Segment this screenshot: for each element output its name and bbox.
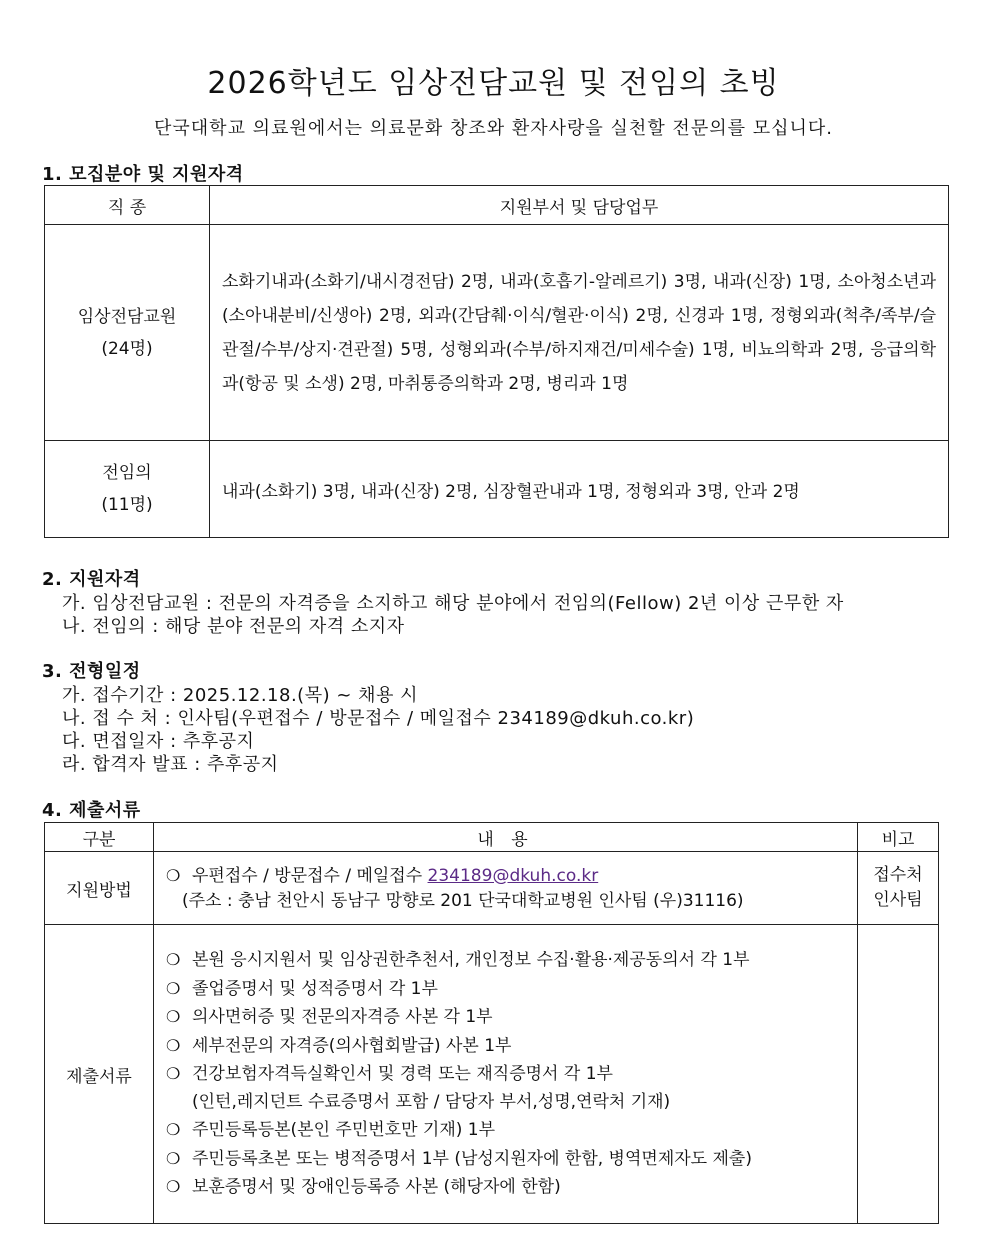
doc-item-text: 본원 응시지원서 및 임상권한추천서, 개인정보 수집·활용·제공동의서 각 1부 xyxy=(192,950,750,971)
circle-bullet-icon: ❍ xyxy=(166,1064,181,1084)
job-cell xyxy=(45,441,210,538)
circle-bullet-icon: ❍ xyxy=(166,950,181,970)
section2-heading: 2. 지원자격 xyxy=(42,569,141,590)
job-count: (11명) xyxy=(101,495,153,515)
list-item xyxy=(166,1003,845,1032)
qualification-line: 나. 전임의 : 해당 분야 전문의 자격 소지자 xyxy=(62,616,405,637)
job-name: 임상전담교원 xyxy=(77,306,177,327)
docs-label: 제출서류 xyxy=(45,925,154,1224)
note-line: 접수처 xyxy=(873,865,923,885)
list-item xyxy=(166,1116,845,1145)
col-note-header: 비고 xyxy=(858,823,939,852)
documents-table-header xyxy=(45,823,939,852)
recruitment-table-header xyxy=(45,186,949,225)
circle-bullet-icon: ❍ xyxy=(166,1148,181,1168)
col-type-header: 구분 xyxy=(45,823,154,852)
method-text: 우편접수 / 방문접수 / 메일접수 xyxy=(192,865,428,886)
doc-item-text: 졸업증명서 및 성적증명서 각 1부 xyxy=(192,978,438,999)
job-name: 전임의 xyxy=(102,463,152,483)
doc-item-text: 보훈증명서 및 장애인등록증 사본 (해당자에 한함) xyxy=(192,1177,561,1198)
email-link[interactable]: 234189@dkuh.co.kr xyxy=(427,865,599,886)
circle-bullet-icon: ❍ xyxy=(166,1120,181,1140)
section4-heading: 4. 제출서류 xyxy=(42,800,141,821)
doc-item-text: 건강보험자격득실확인서 및 경력 또는 재직증명서 각 1부 xyxy=(192,1064,613,1085)
circle-bullet-icon: ❍ xyxy=(166,1035,181,1055)
circle-bullet-icon: ❍ xyxy=(166,865,181,885)
schedule-line: 다. 면접일자 : 추후공지 xyxy=(62,731,255,752)
method-label: 지원방법 xyxy=(45,852,154,925)
doc-item-text: 주민등록초본 또는 병적증명서 1부 (남성지원자에 한함, 병역면제자도 제출) xyxy=(192,1148,752,1169)
list-item xyxy=(166,1032,845,1061)
recruitment-table xyxy=(44,185,949,538)
page-title: 2026학년도 임상전담교원 및 전임의 초빙 xyxy=(207,66,780,101)
table-row xyxy=(45,225,949,441)
doc-sub-note: (인턴,레지던트 수료증명서 포함 / 담당자 부서,성명,연락처 기재) xyxy=(192,1091,671,1112)
address-text: (주소 : 충남 천안시 동남구 망향로 201 단국대학교병원 인사팀 (우)31116) xyxy=(182,890,744,911)
qualification-line: 가. 임상전담교원 : 전문의 자격증을 소지하고 해당 분야에서 전임의(Fellow) 2년 이상 근무한 자 xyxy=(62,593,844,614)
note-line: 인사팀 xyxy=(873,890,923,910)
doc-item-text: 세부전문의 자격증(의사협회발급) 사본 1부 xyxy=(192,1035,512,1056)
dept-detail: 내과(소화기) 3명, 내과(신장) 2명, 심장혈관내과 1명, 정형외과 3명, 안과 2명 xyxy=(210,441,949,538)
documents-table xyxy=(44,822,939,1224)
list-item xyxy=(166,975,845,1004)
table-row xyxy=(45,852,939,925)
intro-text: 단국대학교 의료원에서는 의료문화 창조와 환자사랑을 실천할 전문의를 모십니다. xyxy=(154,118,833,139)
docs-note xyxy=(858,925,939,1224)
table-row xyxy=(45,925,939,1224)
list-item xyxy=(166,946,845,975)
table-row xyxy=(45,441,949,538)
circle-bullet-icon: ❍ xyxy=(166,1177,181,1197)
job-count: (24명) xyxy=(101,338,153,359)
circle-bullet-icon: ❍ xyxy=(166,978,181,998)
method-content xyxy=(154,852,858,925)
schedule-line: 라. 합격자 발표 : 추후공지 xyxy=(62,754,279,775)
col-job-header: 직 종 xyxy=(45,186,210,225)
circle-bullet-icon: ❍ xyxy=(166,1007,181,1027)
job-cell xyxy=(45,225,210,441)
list-item xyxy=(166,1145,845,1174)
section1-heading: 1. 모집분야 및 지원자격 xyxy=(42,164,244,185)
list-item xyxy=(166,1173,845,1202)
col-dept-header: 지원부서 및 담당업무 xyxy=(210,186,949,225)
section3-heading: 3. 전형일정 xyxy=(42,661,141,682)
schedule-line: 나. 접 수 처 : 인사팀(우편접수 / 방문접수 / 메일접수 234189@dkuh.co.kr) xyxy=(62,708,695,729)
docs-content xyxy=(154,925,858,1224)
col-content-header: 내 용 xyxy=(154,823,858,852)
doc-item-text: 주민등록등본(본인 주민번호만 기재) 1부 xyxy=(192,1120,496,1141)
list-item xyxy=(166,1060,845,1089)
doc-item-text: 의사면허증 및 전문의자격증 사본 각 1부 xyxy=(192,1007,493,1028)
list-item xyxy=(166,863,845,889)
schedule-line: 가. 접수기간 : 2025.12.18.(목) ~ 채용 시 xyxy=(62,685,419,706)
method-note xyxy=(858,852,939,925)
dept-detail: 소화기내과(소화기/내시경전담) 2명, 내과(호흡기-알레르기) 3명, 내과(신장) 1명, 소아청소년과(소아내분비/신생아) 2명, 외과(간담췌·이식/혈관·이식) 2명, 신경과 1명, 정형외과(척추/족부/슬관절/수부/상지·견관절) 5명, 성형외과(수부/하지재건/미세수술) 1명, 비뇨의학과 2명, 응급의학과(항공 및 소생) 2명, 마취통증의학과 2명, 병리과 1명 xyxy=(210,225,949,441)
